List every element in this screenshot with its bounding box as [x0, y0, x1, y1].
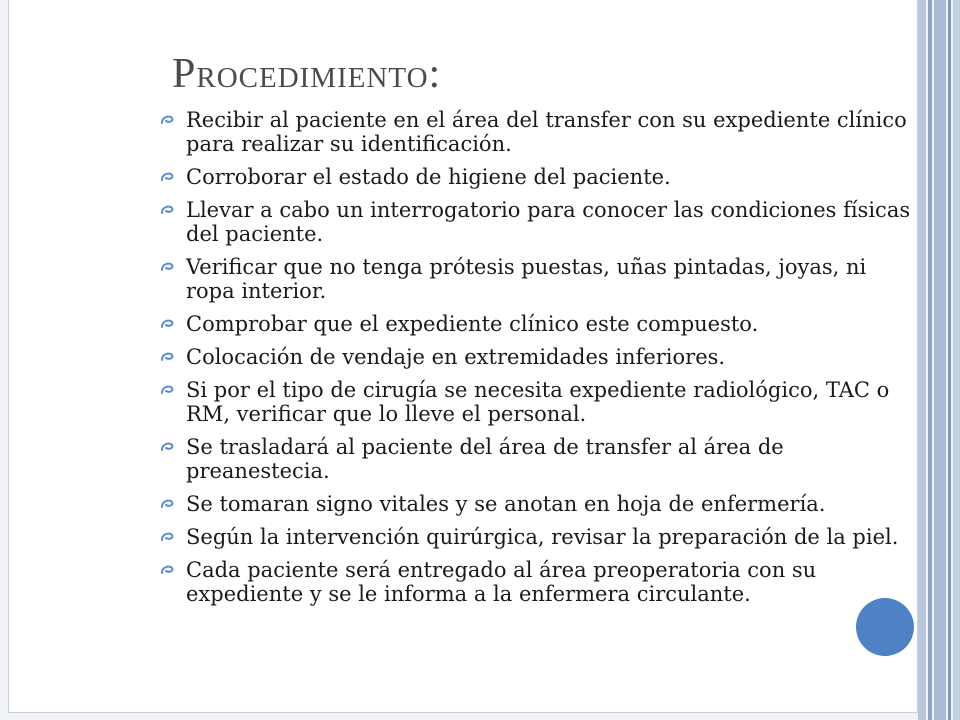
- stripe: [928, 0, 932, 720]
- stripe: [918, 0, 926, 720]
- bullet-item: [160, 108, 912, 156]
- stripe: [953, 0, 960, 720]
- bullet-text: Corroborar el estado de higiene del paciente.: [186, 165, 671, 189]
- bullet-text: Comprobar que el expediente clínico este compuesto.: [186, 312, 759, 336]
- swirl-bullet-icon: [160, 204, 174, 216]
- bullet-text: Recibir al paciente en el área del transfer con su expediente clínico para realizar su identificación.: [186, 108, 907, 156]
- bullet-item: [160, 198, 912, 246]
- swirl-bullet-icon: [160, 171, 174, 183]
- bullet-item: [160, 255, 912, 303]
- swirl-bullet-icon: [160, 384, 174, 396]
- swirl-bullet-icon: [160, 351, 174, 363]
- stripe: [934, 0, 946, 720]
- bullet-item: [160, 525, 912, 549]
- bullet-item: [160, 345, 912, 369]
- accent-circle: [856, 598, 914, 656]
- bullet-item: [160, 558, 912, 606]
- bullet-text: Cada paciente será entregado al área preoperatoria con su expediente y se le informa a la enfermera circulante.: [186, 558, 817, 606]
- bullet-text: Colocación de vendaje en extremidades inferiores.: [186, 345, 726, 369]
- bullet-text: Se trasladará al paciente del área de transfer al área de preanestecia.: [186, 435, 784, 483]
- swirl-bullet-icon: [160, 114, 174, 126]
- slide-title: Procedimiento:: [172, 51, 442, 97]
- bullet-text: Si por el tipo de cirugía se necesita expediente radiológico, TAC o RM, verificar que lo lleve el personal.: [186, 378, 890, 426]
- bullet-item: [160, 165, 912, 189]
- swirl-bullet-icon: [160, 498, 174, 510]
- decorative-stripes: [918, 0, 960, 720]
- stripe: [948, 0, 951, 720]
- bullet-item: [160, 435, 912, 483]
- swirl-bullet-icon: [160, 441, 174, 453]
- bullet-item: [160, 312, 912, 336]
- bullet-item: [160, 492, 912, 516]
- swirl-bullet-icon: [160, 261, 174, 273]
- bullet-item: [160, 378, 912, 426]
- bullet-list: [160, 108, 912, 615]
- bullet-text: Según la intervención quirúrgica, revisar la preparación de la piel.: [186, 525, 899, 549]
- bullet-text: Se tomaran signo vitales y se anotan en hoja de enfermería.: [186, 492, 826, 516]
- swirl-bullet-icon: [160, 318, 174, 330]
- bullet-text: Llevar a cabo un interrogatorio para conocer las condiciones físicas del paciente.: [186, 198, 911, 246]
- bullet-text: Verificar que no tenga prótesis puestas, uñas pintadas, joyas, ni ropa interior.: [186, 255, 867, 303]
- swirl-bullet-icon: [160, 531, 174, 543]
- swirl-bullet-icon: [160, 564, 174, 576]
